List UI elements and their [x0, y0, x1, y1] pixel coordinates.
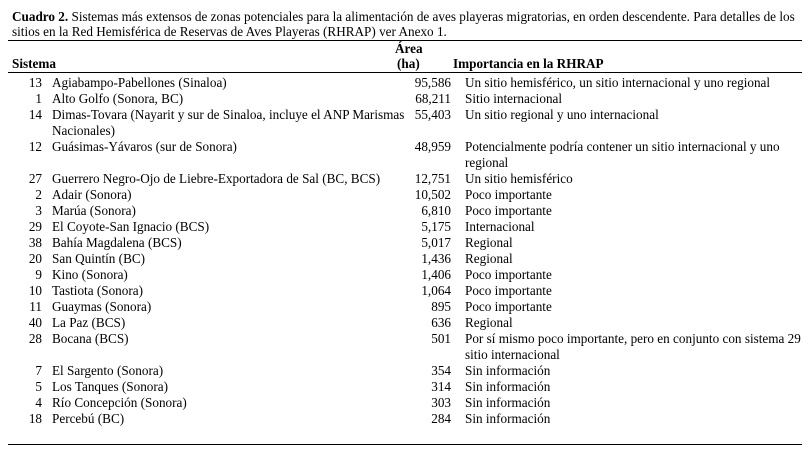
- importance: Poco importante: [465, 187, 552, 202]
- table-caption: [12, 9, 802, 39]
- table-row: [8, 187, 802, 203]
- table-row: [8, 203, 802, 219]
- importance: Poco importante: [465, 283, 552, 298]
- row-number: 10: [28, 283, 42, 298]
- row-number: 20: [28, 251, 42, 266]
- system-name: Guaymas (Sonora): [52, 299, 152, 314]
- table-row: [8, 379, 802, 395]
- system-name: Bocana (BCS): [52, 331, 129, 346]
- system-name: El Sargento (Sonora): [52, 363, 164, 378]
- system-name: Guásimas-Yávaros (sur de Sonora): [52, 139, 237, 154]
- table-row: [8, 363, 802, 379]
- table-row: [8, 283, 802, 299]
- row-number: 3: [35, 203, 42, 218]
- caption-label: Cuadro 2.: [12, 9, 69, 24]
- row-number: 7: [35, 363, 42, 378]
- area-value: 284: [431, 411, 451, 426]
- system-name: Agiabampo-Pabellones (Sinaloa): [52, 75, 227, 90]
- importance: Internacional: [465, 219, 535, 234]
- system-name: Bahía Magdalena (BCS): [52, 235, 182, 250]
- row-number: 5: [35, 379, 42, 394]
- row-number: 4: [35, 395, 42, 410]
- importance: Potencialmente podría contener un sitio internacional y uno regional: [465, 139, 780, 170]
- table-row: [8, 91, 802, 107]
- area-value: 501: [431, 331, 451, 346]
- header-sistema: Sistema: [12, 56, 56, 71]
- system-name: Marúa (Sonora): [52, 203, 136, 218]
- system-name: El Coyote-San Ignacio (BCS): [52, 219, 210, 234]
- row-number: 29: [28, 219, 42, 234]
- area-value: 303: [431, 395, 451, 410]
- row-number: 1: [35, 91, 42, 106]
- row-number: 27: [28, 171, 42, 186]
- area-value: 6,810: [421, 203, 451, 218]
- system-name: Dimas-Tovara (Nayarit y sur de Sinaloa, incluye el ANP Marismas Nacionales): [52, 107, 405, 138]
- system-name: Percebú (BC): [52, 411, 125, 426]
- area-value: 48,959: [414, 139, 451, 154]
- system-name: Río Concepción (Sonora): [52, 395, 187, 410]
- row-number: 2: [35, 187, 42, 202]
- table-row: [8, 107, 802, 139]
- table-row: [8, 139, 802, 171]
- header-importancia: Importancia en la RHRAP: [453, 56, 604, 71]
- area-value: 95,586: [414, 75, 451, 90]
- system-name: Los Tanques (Sonora): [52, 379, 169, 394]
- system-name: Alto Golfo (Sonora, BC): [52, 91, 184, 106]
- area-value: 895: [431, 299, 451, 314]
- importance: Sin información: [465, 363, 551, 378]
- table-row: [8, 251, 802, 267]
- importance: Un sitio hemisférico: [465, 171, 573, 186]
- system-name: Kino (Sonora): [52, 267, 128, 282]
- importance: Poco importante: [465, 267, 552, 282]
- importance: Poco importante: [465, 299, 552, 314]
- table-row: [8, 171, 802, 187]
- importance: Regional: [465, 315, 513, 330]
- area-value: 55,403: [414, 107, 451, 122]
- importance: Un sitio regional y uno internacional: [465, 107, 659, 122]
- row-number: 13: [28, 75, 42, 90]
- system-name: San Quintín (BC): [52, 251, 146, 266]
- data-table: [8, 75, 802, 427]
- row-number: 28: [28, 331, 42, 346]
- importance: Sitio internacional: [465, 91, 563, 106]
- table-row: [8, 331, 802, 363]
- row-number: 12: [28, 139, 42, 154]
- area-value: 10,502: [414, 187, 451, 202]
- area-value: 314: [431, 379, 451, 394]
- bottom-rule: [8, 444, 802, 445]
- row-number: 9: [35, 267, 42, 282]
- caption-text: Sistemas más extensos de zonas potenciales para la alimentación de aves playeras migratorias, en orden descendente. Para detalles de los sitios en la Red Hemisférica de Reservas de Aves Playeras (RHRAP) ver Anexo 1.: [12, 9, 795, 39]
- area-value: 1,436: [421, 251, 451, 266]
- table-row: [8, 75, 802, 91]
- header-area-unit: (ha): [397, 56, 420, 71]
- area-value: 5,175: [421, 219, 451, 234]
- row-number: 40: [28, 315, 42, 330]
- table-row: [8, 315, 802, 331]
- system-name: Adair (Sonora): [52, 187, 132, 202]
- header-rule: [8, 72, 802, 73]
- importance: Poco importante: [465, 203, 552, 218]
- table-row: [8, 411, 802, 427]
- table-row: [8, 219, 802, 235]
- table-row: [8, 267, 802, 283]
- table-row: [8, 235, 802, 251]
- area-value: 12,751: [414, 171, 451, 186]
- area-value: 68,211: [415, 91, 451, 106]
- row-number: 14: [28, 107, 42, 122]
- table-row: [8, 395, 802, 411]
- table-row: [8, 299, 802, 315]
- system-name: Guerrero Negro-Ojo de Liebre-Exportadora de Sal (BC, BCS): [52, 171, 381, 186]
- system-name: Tastiota (Sonora): [52, 283, 143, 298]
- area-value: 354: [431, 363, 451, 378]
- row-number: 11: [29, 299, 42, 314]
- importance: Regional: [465, 235, 513, 250]
- importance: Por sí mismo poco importante, pero en conjunto con sistema 29 sitio internacional: [465, 331, 801, 362]
- area-value: 1,064: [421, 283, 451, 298]
- header-area: Área: [395, 41, 423, 56]
- area-value: 1,406: [421, 267, 451, 282]
- importance: Un sitio hemisférico, un sitio internacional y uno regional: [465, 75, 771, 90]
- area-value: 636: [431, 315, 451, 330]
- importance: Sin información: [465, 379, 551, 394]
- importance: Sin información: [465, 411, 551, 426]
- area-value: 5,017: [421, 235, 451, 250]
- row-number: 38: [28, 235, 42, 250]
- row-number: 18: [28, 411, 42, 426]
- importance: Regional: [465, 251, 513, 266]
- importance: Sin información: [465, 395, 551, 410]
- system-name: La Paz (BCS): [52, 315, 126, 330]
